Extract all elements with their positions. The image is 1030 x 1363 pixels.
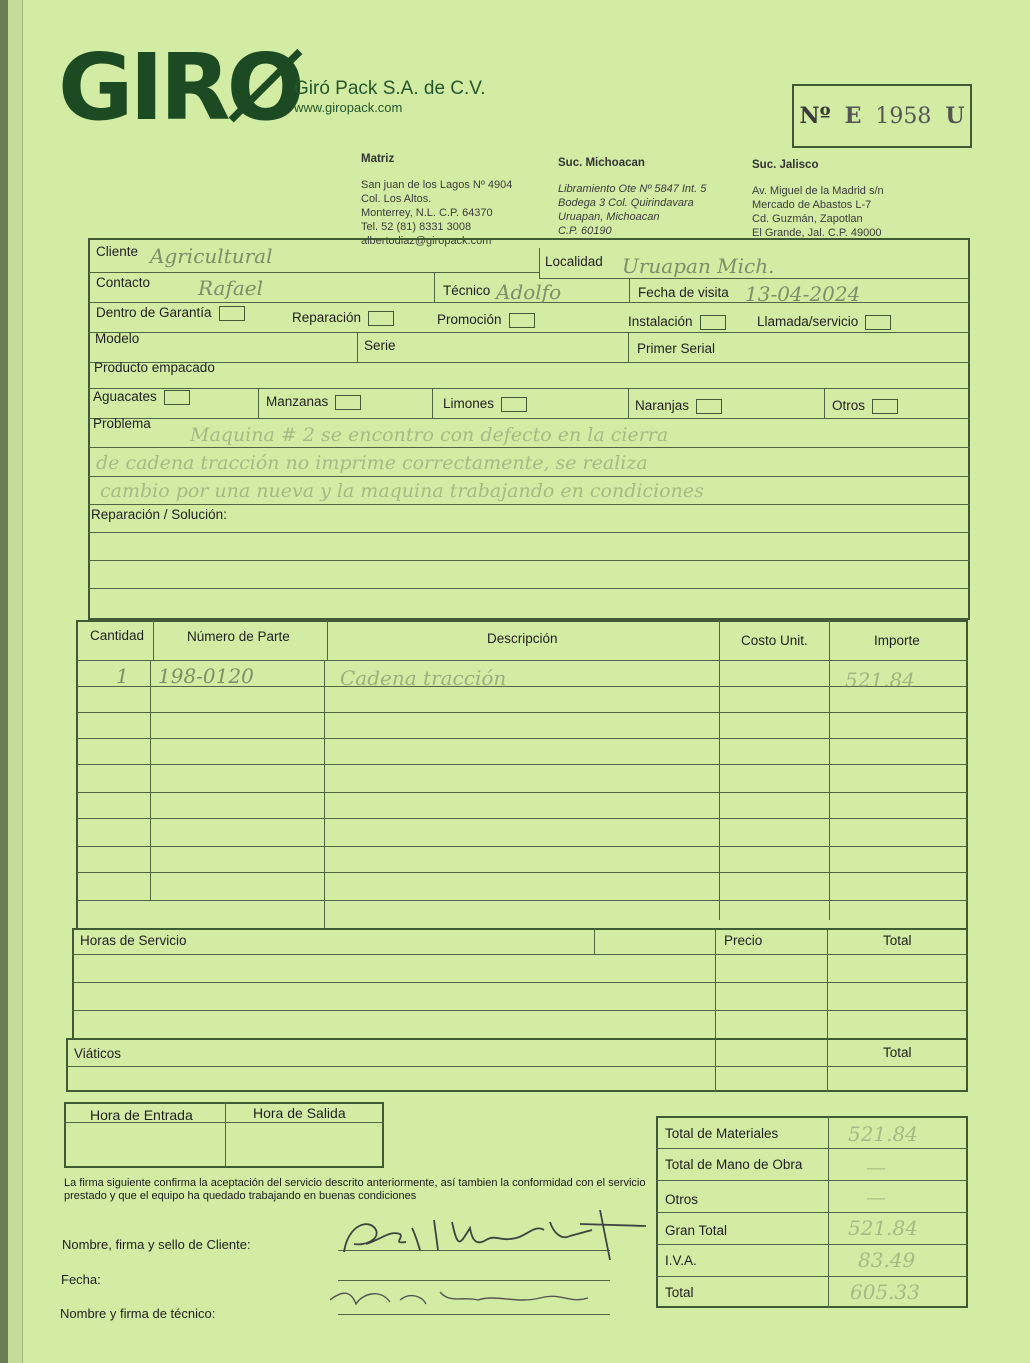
fecha-label: Fecha:: [61, 1272, 101, 1287]
aguacates-label: Aguacates: [93, 389, 157, 404]
instalacion-checkbox[interactable]: [700, 315, 726, 330]
total-materiales-value[interactable]: 521.84: [848, 1122, 918, 1146]
producto-empacado-label: Producto empacado: [94, 360, 215, 375]
folio-series: E: [844, 103, 862, 129]
promocion-checkbox[interactable]: [509, 313, 535, 328]
otros-option[interactable]: [832, 398, 898, 414]
branch-line: albertodiaz@giropack.com: [361, 235, 492, 247]
branch-title: Matriz: [361, 153, 395, 165]
reparacion-checkbox[interactable]: [368, 311, 394, 326]
branch-line: Libramiento Ote Nº 5847 Int. 5: [558, 183, 707, 195]
garantia-label: Dentro de Garantía: [96, 305, 212, 320]
promocion-label: Promoción: [437, 312, 502, 327]
branch-line: Mercado de Abastos L-7: [752, 199, 872, 211]
firma-tecnico-label: Nombre y firma de técnico:: [60, 1306, 216, 1321]
cliente-label: Cliente: [96, 244, 139, 259]
limones-option[interactable]: [443, 396, 527, 412]
precio-label: Precio: [724, 933, 763, 948]
serie-label: Serie: [364, 338, 396, 353]
branch-line: Cd. Guzmán, Zapotlan: [752, 213, 863, 225]
problema-line[interactable]: de cadena tracción no imprime correctamente, se realiza: [96, 452, 648, 474]
reparacion-label: Reparación: [292, 310, 362, 325]
otros-checkbox[interactable]: [872, 399, 898, 414]
branch-line: San juan de los Lagos Nº 4904: [361, 179, 513, 191]
giro-logo: GIRØ: [58, 34, 301, 141]
branch-jalisco: [752, 158, 884, 240]
col-costo-unit: Costo Unit.: [741, 633, 808, 648]
acceptance-disclaimer: La firma siguiente confirma la aceptación del servicio descrito anteriormente, así tambien la conformidad con el servicio prestado y que el equipo ha quedado trabajando en buenas condiciones: [64, 1177, 646, 1202]
localidad-value[interactable]: Uruapan Mich.: [622, 254, 775, 278]
total-label: Total: [665, 1285, 694, 1300]
hora-salida-label: Hora de Salida: [253, 1105, 346, 1121]
llamada-checkbox[interactable]: [865, 315, 891, 330]
naranjas-label: Naranjas: [635, 398, 690, 413]
row-numero-parte[interactable]: 198-0120: [158, 664, 254, 688]
manzanas-checkbox[interactable]: [335, 395, 361, 410]
instalacion-option[interactable]: [628, 314, 726, 330]
branch-michoacan: [558, 156, 706, 238]
promocion-option[interactable]: [437, 312, 535, 328]
row-importe[interactable]: 521.84: [845, 668, 915, 692]
naranjas-checkbox[interactable]: [696, 399, 722, 414]
branch-line: Tel. 52 (81) 8331 3008: [361, 221, 472, 233]
gran-total-value[interactable]: 521.84: [848, 1216, 918, 1240]
folio-number: 1958: [875, 103, 932, 129]
contacto-value[interactable]: Rafael: [198, 276, 263, 300]
branch-line: El Grande, Jal. C.P. 49000: [752, 227, 882, 239]
col-cantidad: Cantidad: [90, 628, 145, 643]
cliente-value[interactable]: Agricultural: [150, 244, 273, 268]
folio-suffix: U: [945, 103, 965, 129]
company-website: www.giropack.com: [294, 100, 403, 115]
tecnico-value[interactable]: Adolfo: [496, 280, 562, 304]
row-cantidad[interactable]: 1: [116, 664, 129, 688]
folio-prefix: Nº: [799, 103, 831, 129]
branch-matriz: [361, 152, 512, 248]
branch-line: Col. Los Altos.: [361, 193, 432, 205]
total-mano-obra-value[interactable]: —: [866, 1155, 886, 1179]
fecha-visita-value[interactable]: 13-04-2024: [745, 282, 861, 306]
viaticos-total-label: Total: [883, 1045, 912, 1060]
branch-line: Bodega 3 Col. Quirindavara: [558, 197, 694, 209]
problema-line[interactable]: Maquina # 2 se encontro con defecto en la cierra: [190, 424, 669, 446]
branch-title: Suc. Jalisco: [752, 159, 819, 171]
paper-edge: [8, 0, 23, 1363]
reparacion-option[interactable]: [292, 310, 394, 326]
branch-line: Av. Miguel de la Madrid s/n: [752, 185, 884, 197]
otros-total-value[interactable]: —: [866, 1185, 886, 1209]
total-value[interactable]: 605.33: [850, 1280, 920, 1304]
problema-label: Problema: [93, 416, 151, 431]
otros-total-label: Otros: [665, 1192, 699, 1207]
manzanas-label: Manzanas: [266, 394, 329, 409]
limones-label: Limones: [443, 396, 495, 411]
col-descripcion: Descripción: [487, 631, 558, 646]
branch-title: Suc. Michoacan: [558, 157, 645, 169]
problema-line[interactable]: cambio por una nueva y la maquina trabajando en condiciones: [100, 480, 704, 502]
col-importe: Importe: [874, 633, 920, 648]
aguacates-option[interactable]: [93, 389, 190, 405]
service-hours-section: [72, 928, 968, 1040]
tecnico-label: Técnico: [443, 283, 491, 298]
naranjas-option[interactable]: [635, 398, 722, 414]
fecha-visita-label: Fecha de visita: [638, 285, 729, 300]
viaticos-section: [66, 1038, 968, 1092]
horas-servicio-label: Horas de Servicio: [80, 933, 187, 948]
otros-label: Otros: [832, 398, 866, 413]
limones-checkbox[interactable]: [501, 397, 527, 412]
total-materiales-label: Total de Materiales: [665, 1126, 779, 1141]
branch-line: C.P. 60190: [558, 225, 612, 237]
manzanas-option[interactable]: [266, 394, 361, 410]
contacto-label: Contacto: [96, 275, 151, 290]
iva-label: I.V.A.: [665, 1253, 697, 1268]
col-numero-parte: Número de Parte: [187, 629, 290, 644]
branch-line: Uruapan, Michoacan: [558, 211, 660, 223]
modelo-label: Modelo: [95, 331, 140, 346]
reparacion-solucion-label: Reparación / Solución:: [91, 507, 227, 522]
aguacates-checkbox[interactable]: [164, 390, 190, 405]
iva-value[interactable]: 83.49: [858, 1248, 916, 1272]
gran-total-label: Gran Total: [665, 1223, 728, 1238]
primer-serial-label: Primer Serial: [637, 341, 716, 356]
servicio-total-label: Total: [883, 933, 912, 948]
branch-line: Monterrey, N.L. C.P. 64370: [361, 207, 493, 219]
llamada-label: Llamada/servicio: [757, 314, 859, 329]
folio-box: [792, 84, 972, 148]
hora-entrada-label: Hora de Entrada: [90, 1107, 193, 1123]
garantia-checkbox[interactable]: [219, 306, 245, 321]
garantia-option[interactable]: [96, 305, 245, 321]
firma-cliente-label: Nombre, firma y sello de Cliente:: [62, 1237, 251, 1252]
viaticos-label: Viáticos: [74, 1046, 122, 1061]
localidad-label: Localidad: [545, 254, 603, 269]
instalacion-label: Instalación: [628, 314, 693, 329]
row-descripcion[interactable]: Cadena tracción: [340, 666, 507, 690]
company-name: Giró Pack S.A. de C.V.: [294, 78, 486, 99]
total-mano-obra-label: Total de Mano de Obra: [665, 1157, 803, 1172]
client-signature-image: [330, 1200, 660, 1320]
llamada-option[interactable]: [757, 314, 891, 330]
